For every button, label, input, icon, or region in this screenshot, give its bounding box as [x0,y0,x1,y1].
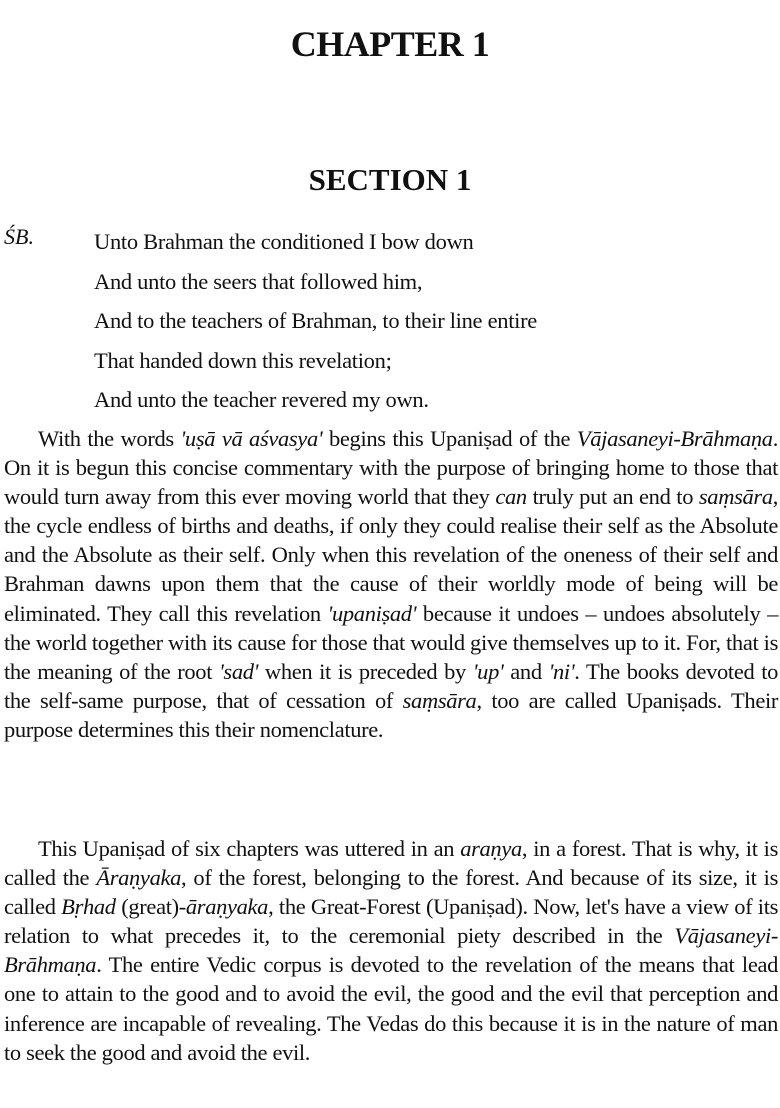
italic-term: saṃsāra [402,687,477,713]
chapter-title: CHAPTER 1 [290,24,490,65]
invocation-source: ŚB. [4,224,34,249]
verse-line: And to the teachers of Brahman, to their line entire [94,308,537,333]
italic-term: āraṇyaka [185,894,269,920]
text-run: (great)- [115,894,186,920]
text-run: , in a forest. That is why, it is called the [4,836,778,891]
text-run: , the Great-Forest (Upaniṣad). Now, let's have a view of its relation to what precedes it, to the ceremonial piety described in the [4,894,779,949]
body-paragraph [4,424,778,744]
text-run: because it undoes – undoes absolutely – the world together with its cause for those that would give themselves up to it. For, that is the meaning of the root [4,600,778,684]
body-paragraph [4,834,778,1067]
text-run: With the words [38,426,181,451]
verse-line: And unto the teacher revered my own. [94,387,429,412]
italic-term: 'sad' [218,658,259,684]
text-run: , the cycle endless of births and deaths, if only they could realise their self as the Absolute and the Absolute as their self. Only when this revelation of the oneness of their self and Brahman dawns upon them that the cause of their worldly mode of being will be eliminated. They call this revelation [4,484,779,626]
text-run: , of the forest, belonging to the forest. And because of its size, it is called [4,865,778,920]
section-title: SECTION 1 [308,161,472,197]
italic-term: Vājasaneyi-Brāhmaṇa [4,923,778,978]
text-run: . On it is begun this concise commentary with the purpose of bringing home to those that would turn away from this ever moving world that they [4,426,778,510]
italic-term: can [495,484,527,510]
verse-line: That handed down this revelation; [94,347,392,373]
verse-line: Unto Brahman the conditioned I bow down [94,229,474,254]
text-run: . The entire Vedic corpus is devoted to the revelation of the means that lead one to attain to the good and to avoid the evil, the good and the evil that perception and inference are incapable of revealing. The Vedas do this because it is in the nature of man to seek the good and avoid the evil. [4,952,778,1065]
verse-line: And unto the seers that followed him, [94,268,423,294]
italic-term: 'upaniṣad' [327,600,417,626]
italic-term: Āraṇyaka [96,865,182,891]
italic-term: Bṛhad [61,894,116,920]
text-run: . The books devoted to the self-same purpose, that of cessation of [4,658,778,713]
italic-term: 'up' [472,658,504,684]
text-run: This Upaniṣad of six chapters was uttered in an [38,836,461,861]
italic-term: Vājasaneyi-Brāhmaṇa [576,426,773,451]
invocation-lines [94,222,537,420]
italic-term: saṃsāra [698,484,773,510]
text-run: , too are called Upaniṣads. Their purpose determines this their nomenclature. [4,687,778,742]
text-run: and [503,658,549,684]
italic-term: 'uṣā vā aśvasya' [180,426,323,451]
text-run: truly put an end to [526,484,699,510]
text-run: when it is preceded by [258,658,473,684]
italic-term: araṇya [460,836,522,861]
italic-term: 'ni' [548,658,575,684]
text-run: begins this Upaniṣad of the [322,426,577,451]
